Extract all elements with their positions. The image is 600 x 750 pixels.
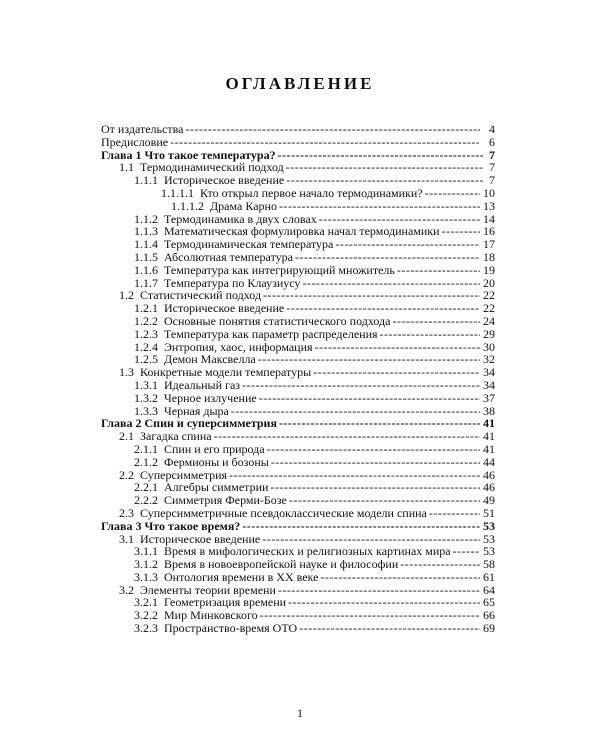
toc-entry-page: 4 bbox=[489, 122, 495, 136]
toc-entry-number: 3.2.1 bbox=[134, 595, 158, 610]
toc-entry-number: 1.2.5 bbox=[134, 352, 158, 367]
toc-entry bbox=[101, 430, 495, 443]
toc-entry-number: 1.1.1 bbox=[134, 173, 158, 188]
dot-leader bbox=[302, 277, 480, 290]
dot-leader bbox=[270, 481, 480, 494]
toc-entry-page: 7 bbox=[489, 147, 495, 162]
toc-entry-page: 53 bbox=[483, 518, 495, 533]
toc-entry-title: Термодинамика в двух словах bbox=[164, 211, 317, 226]
page-title: ОГЛАВЛЕНИЕ bbox=[225, 74, 375, 93]
toc-entry-title: Глава 1 Что такое температура? bbox=[101, 147, 276, 162]
page-number: 1 bbox=[297, 706, 303, 720]
dot-leader bbox=[279, 200, 480, 213]
toc-entry-page: 20 bbox=[483, 275, 495, 290]
toc-entry-title: Спин и его природа bbox=[164, 441, 265, 456]
dot-leader bbox=[170, 136, 479, 149]
toc-entry-page: 51 bbox=[483, 505, 495, 520]
toc-entry-title: Температура как параметр распределения bbox=[164, 326, 378, 341]
toc-entry-number: 2.3 bbox=[119, 505, 134, 520]
toc-entry-title: Суперсимметричные псевдоклассические модели спина bbox=[140, 505, 427, 520]
toc-entry-page: 41 bbox=[483, 416, 495, 431]
toc-entry bbox=[101, 366, 495, 379]
toc-entry-title: Энтропия, хаос, информация bbox=[164, 339, 313, 354]
toc-entry-page: 22 bbox=[483, 288, 495, 303]
toc-entry-title: Черное излучение bbox=[164, 390, 257, 405]
toc-entry-number: 1.1.3 bbox=[134, 224, 158, 239]
toc-entry bbox=[101, 341, 495, 354]
toc-entry-number: 3.2.2 bbox=[134, 608, 158, 623]
dot-leader bbox=[299, 622, 480, 635]
toc-entry-number: 1.2 bbox=[119, 288, 134, 303]
toc-entry-title: Геометризация времени bbox=[164, 595, 287, 610]
toc-entry-page: 18 bbox=[483, 249, 495, 264]
toc-entry-title: Идеальный газ bbox=[164, 377, 241, 392]
toc-entry-page: 38 bbox=[483, 403, 495, 418]
toc-entry-title: Историческое введение bbox=[164, 301, 285, 316]
toc-entry bbox=[101, 392, 495, 405]
toc-entry-number: 1.2.3 bbox=[134, 326, 158, 341]
toc-entry-number: 1.2.1 bbox=[134, 301, 158, 316]
dot-leader bbox=[442, 225, 480, 238]
toc-entry bbox=[101, 622, 495, 635]
toc-entry-page: 37 bbox=[483, 390, 495, 405]
toc-entry-page: 53 bbox=[483, 531, 495, 546]
toc-entry-title: Демон Максвелла bbox=[164, 352, 256, 367]
toc-entry-number: 1.1.2 bbox=[134, 211, 158, 226]
toc-entry bbox=[101, 315, 495, 328]
toc-entry bbox=[101, 571, 495, 584]
toc-entry-page: 34 bbox=[483, 365, 495, 380]
toc-entry-number: 1.2.4 bbox=[134, 339, 158, 354]
toc-entry-number: 3.1.1 bbox=[134, 544, 158, 559]
dot-leader bbox=[278, 584, 480, 597]
toc-entry-number: 1.1.4 bbox=[134, 237, 158, 252]
toc-entry bbox=[101, 251, 495, 264]
toc-entry bbox=[101, 379, 495, 392]
toc-entry-number: 1.1.1.1 bbox=[161, 185, 194, 200]
toc-entry bbox=[101, 328, 495, 341]
toc-entry-title: Глава 2 Спин и суперсимметрия bbox=[101, 416, 277, 431]
toc-entry-page: 41 bbox=[483, 441, 495, 456]
toc-entry bbox=[101, 609, 495, 622]
toc-entry-page: 29 bbox=[483, 326, 495, 341]
toc-entry-title: Фермионы и бозоны bbox=[164, 454, 269, 469]
dot-leader bbox=[289, 494, 480, 507]
toc-entry-page: 66 bbox=[483, 608, 495, 623]
toc-entry bbox=[101, 289, 495, 302]
dot-leader bbox=[259, 392, 480, 405]
toc-entry-number: 1.2.2 bbox=[134, 313, 158, 328]
toc-entry-number: 2.2.1 bbox=[134, 480, 158, 495]
dot-leader bbox=[185, 123, 479, 136]
dot-leader bbox=[267, 443, 480, 456]
toc-entry-number: 1.1.1.2 bbox=[171, 198, 204, 213]
dot-leader bbox=[380, 328, 480, 341]
toc-entry bbox=[101, 238, 495, 251]
toc-entry bbox=[101, 481, 495, 494]
dot-leader bbox=[315, 341, 480, 354]
toc-entry bbox=[101, 469, 495, 482]
toc-entry-title: Онтология времени в XX веке bbox=[164, 569, 319, 584]
dot-leader bbox=[263, 289, 480, 302]
toc-entry-number: 2.1 bbox=[119, 429, 134, 444]
toc-entry bbox=[101, 200, 495, 213]
toc-entry-page: 46 bbox=[483, 467, 495, 482]
toc-entry-number: 1.3.2 bbox=[134, 390, 158, 405]
toc-entry-number: 3.1 bbox=[119, 531, 134, 546]
toc-entry-number: 1.3.3 bbox=[134, 403, 158, 418]
toc-entry-title: От издательства bbox=[101, 122, 184, 136]
toc-entry-title: Историческое введение bbox=[140, 531, 261, 546]
dot-leader bbox=[392, 315, 480, 328]
toc-entry-page: 41 bbox=[483, 429, 495, 444]
toc-entry bbox=[101, 507, 495, 520]
toc-entry-page: 30 bbox=[483, 339, 495, 354]
toc-entry-number: 1.3.1 bbox=[134, 377, 158, 392]
toc-entry-page: 49 bbox=[483, 493, 495, 508]
dot-leader bbox=[320, 571, 480, 584]
toc-entry-title: Время в мифологических и религиозных картинах мира bbox=[164, 544, 451, 559]
toc-entry-title: Алгебры симметрии bbox=[164, 480, 269, 495]
toc-entry-page: 44 bbox=[483, 454, 495, 469]
toc-entry-title: Кто открыл первое начало термодинамики? bbox=[200, 185, 423, 200]
toc-entry-number: 1.1.7 bbox=[134, 275, 158, 290]
toc-entry bbox=[101, 558, 495, 571]
toc-entry bbox=[101, 264, 495, 277]
toc-entry-page: 19 bbox=[483, 262, 495, 277]
toc-entry-title: Черная дыра bbox=[164, 403, 229, 418]
toc-entry-page: 10 bbox=[483, 185, 495, 200]
table-of-contents bbox=[101, 123, 495, 635]
toc-entry bbox=[101, 136, 495, 149]
toc-entry-number: 3.1.2 bbox=[134, 557, 158, 572]
toc-entry-title: Математическая формулировка начал термодинамики bbox=[164, 224, 440, 239]
toc-entry-title: Температура как интегрирующий множитель bbox=[164, 262, 395, 277]
toc-entry-title: Драма Карно bbox=[210, 198, 277, 213]
toc-entry bbox=[101, 161, 495, 174]
toc-entry-title: Суперсимметрия bbox=[140, 467, 228, 482]
toc-entry-page: 69 bbox=[483, 621, 495, 636]
toc-entry bbox=[101, 456, 495, 469]
toc-entry-page: 24 bbox=[483, 313, 495, 328]
toc-entry bbox=[101, 443, 495, 456]
dot-leader bbox=[425, 187, 480, 200]
toc-entry bbox=[101, 584, 495, 597]
toc-entry-title: Время в новоевропейской науке и философии bbox=[164, 557, 399, 572]
toc-entry-number: 2.1.1 bbox=[134, 441, 158, 456]
toc-entry-number: 1.1.6 bbox=[134, 262, 158, 277]
toc-entry-page: 61 bbox=[483, 569, 495, 584]
toc-entry-number: 2.2 bbox=[119, 467, 134, 482]
toc-entry-page: 58 bbox=[483, 557, 495, 572]
toc-entry-page: 22 bbox=[483, 301, 495, 316]
dot-leader bbox=[453, 545, 480, 558]
toc-entry-title: Абсолютная температура bbox=[164, 249, 293, 264]
dot-leader bbox=[397, 264, 480, 277]
dot-leader bbox=[429, 507, 480, 520]
toc-entry-title: Статистический подход bbox=[140, 288, 262, 303]
toc-entry-title: Загадка спина bbox=[140, 429, 212, 444]
toc-entry-title: Симметрия Ферми-Бозе bbox=[164, 493, 287, 508]
toc-entry-title: Пространство-время ОТО bbox=[164, 621, 298, 636]
toc-entry-title: Историческое введение bbox=[164, 173, 285, 188]
toc-entry bbox=[101, 596, 495, 609]
toc-entry-page: 34 bbox=[483, 377, 495, 392]
dot-leader bbox=[295, 251, 480, 264]
toc-entry bbox=[101, 123, 495, 136]
dot-leader bbox=[271, 456, 480, 469]
dot-leader bbox=[335, 238, 480, 251]
toc-entry-page: 46 bbox=[483, 480, 495, 495]
toc-entry-page: 64 bbox=[483, 582, 495, 597]
dot-leader bbox=[279, 417, 480, 430]
toc-chapter-entry bbox=[101, 520, 495, 533]
toc-entry-title: Элементы теории времени bbox=[140, 582, 276, 597]
toc-entry-title: Температура по Клаузиусу bbox=[164, 275, 301, 290]
toc-entry-page: 53 bbox=[483, 544, 495, 559]
toc-entry-title: Мир Минковского bbox=[164, 608, 258, 623]
dot-leader bbox=[278, 149, 484, 162]
toc-entry-page: 14 bbox=[483, 211, 495, 226]
toc-entry-number: 3.2 bbox=[119, 582, 134, 597]
dot-leader bbox=[313, 366, 480, 379]
toc-entry-page: 6 bbox=[489, 134, 495, 149]
dot-leader bbox=[286, 161, 484, 174]
toc-entry-number: 1.1.5 bbox=[134, 249, 158, 264]
toc-entry-number: 1.1 bbox=[119, 160, 134, 175]
toc-entry bbox=[101, 187, 495, 200]
toc-entry-page: 7 bbox=[489, 160, 495, 175]
toc-entry-title: Глава 3 Что такое время? bbox=[101, 518, 241, 533]
toc-entry-number: 2.1.2 bbox=[134, 454, 158, 469]
toc-entry-number: 1.3 bbox=[119, 365, 134, 380]
toc-entry-page: 65 bbox=[483, 595, 495, 610]
toc-entry-page: 17 bbox=[483, 237, 495, 252]
toc-entry-title: Термодинамическая температура bbox=[164, 237, 334, 252]
toc-entry-number: 2.2.2 bbox=[134, 493, 158, 508]
toc-entry-number: 3.1.3 bbox=[134, 569, 158, 584]
toc-entry-page: 7 bbox=[489, 173, 495, 188]
toc-entry-title: Основные понятия статистического подхода bbox=[164, 313, 391, 328]
toc-entry-number: 3.2.3 bbox=[134, 621, 158, 636]
dot-leader bbox=[288, 596, 480, 609]
toc-entry-title: Термодинамический подход bbox=[140, 160, 284, 175]
toc-entry-page: 13 bbox=[483, 198, 495, 213]
dot-leader bbox=[400, 558, 480, 571]
dot-leader bbox=[242, 520, 480, 533]
toc-entry-title: Предисловие bbox=[101, 134, 169, 149]
dot-leader bbox=[214, 430, 480, 443]
dot-leader bbox=[242, 379, 480, 392]
toc-entry bbox=[101, 494, 495, 507]
toc-entry-page: 16 bbox=[483, 224, 495, 239]
toc-entry-title: Конкретные модели температуры bbox=[140, 365, 312, 380]
toc-entry-page: 32 bbox=[483, 352, 495, 367]
